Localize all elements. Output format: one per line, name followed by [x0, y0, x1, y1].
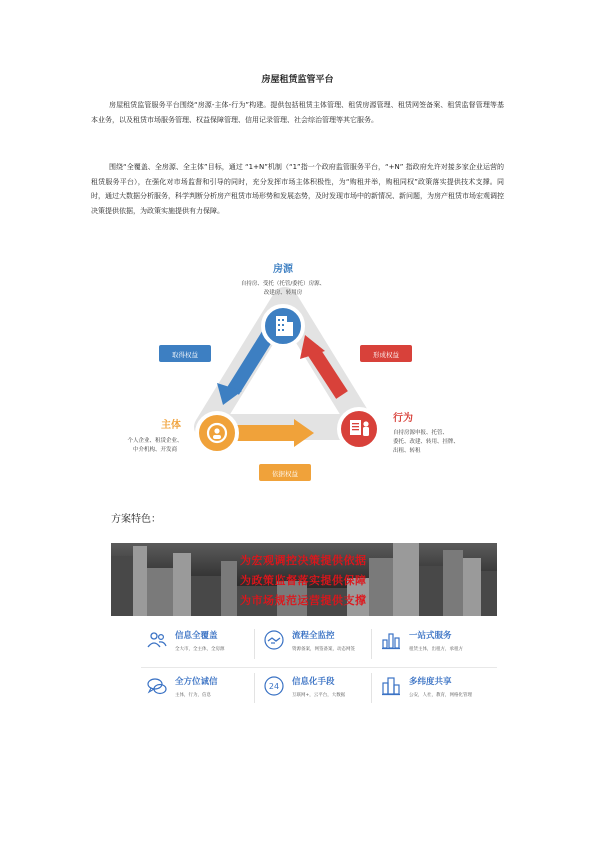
- label-left-title: 主体: [161, 420, 181, 431]
- feature-title: 流程全监控: [292, 631, 335, 641]
- banner-line-1: 为宏观调控决策提供依据: [240, 554, 367, 567]
- feature-sub: 互联网+，云平台，大数据: [292, 693, 346, 698]
- label-top-desc-2: 改建房、转用房: [263, 290, 303, 296]
- feature-coverage: [141, 623, 256, 663]
- tag-obtain-rights-text: 取得权益: [172, 351, 198, 359]
- label-left-desc-2: 中介机构、开发商: [132, 447, 178, 453]
- city-banner: [111, 543, 497, 616]
- chat-icon: [146, 675, 168, 697]
- feature-title: 全方位诚信: [175, 677, 218, 687]
- label-left-desc-1: 个人企业、租赁企业、: [127, 438, 183, 444]
- feature-title: 信息全覆盖: [175, 631, 218, 641]
- features-grid: [141, 623, 497, 709]
- page-title: 房屋租赁监管平台: [261, 75, 334, 85]
- section-heading: 方案特色：: [111, 514, 161, 525]
- tag-form-rights-text: 形成权益: [373, 351, 399, 359]
- people-icon: [146, 629, 168, 651]
- label-right-desc-1: 自持房源申报、托管、: [393, 430, 449, 436]
- feature-digital: [258, 669, 373, 709]
- detail-paragraph: 围绕“全覆盖、全房源、全主体”目标，通过 “1+N”机制（“1”指一个政府监管服务平台，“+N” 指政府允许对接多家企业运营的租赁服务平台），在强化对市场监督和引导的同时，充分发挥市场主体积极性，为“购租并举，购租同权”政策落实提供技术支撑。同时，通过大数据分析服务，科学判断分析房产租赁市场形势和发展态势，及时发现市场中的新情况、新问题，为房产租赁市场宏观调控决策提供依据，为政策实施提供有力保障。: [91, 163, 504, 215]
- rental-cycle-diagram: [100, 255, 495, 490]
- svg-text:24: 24: [268, 682, 280, 691]
- feature-sub: 公安，人社，教育，网格化管理: [409, 693, 472, 698]
- feature-one-stop: [375, 623, 490, 663]
- label-top-desc-1: 自持房、受托（托管/委托）房源、: [240, 281, 326, 287]
- city-icon: [380, 675, 402, 697]
- building-chart-icon: [380, 629, 402, 651]
- banner-line-3: 为市场规范运营提供支撑: [240, 594, 367, 607]
- feature-title: 一站式服务: [409, 631, 452, 641]
- feature-title: 多纬度共享: [409, 677, 452, 687]
- feature-sub: 主体，行为，信息: [175, 693, 211, 698]
- contract-person-icon: [350, 420, 369, 436]
- feature-credit: [141, 669, 256, 709]
- intro-paragraph: 房屋租赁监管服务平台围绕“房源-主体-行为”构建。提供包括租赁主体管理、租赁房源管理、租赁网签备案、租赁监督管理等基本业务，以及租赁市场服务管理、权益保障管理、信用记录管理、社会综治管理等其它服务。: [91, 101, 504, 124]
- banner-line-2: 为政策监督落实提供保障: [240, 574, 367, 587]
- clock-24-icon: [263, 675, 285, 697]
- feature-title: 信息化手段: [292, 677, 335, 687]
- label-right-desc-2: 委托、改建、转用、挂牌、: [393, 439, 460, 445]
- feature-sub: 资源备案，网签备案，动态网签: [292, 647, 355, 652]
- tag-basis-rights-text: 依据权益: [272, 470, 298, 478]
- feature-sub: 租赁主体，出租方，承租方: [409, 647, 463, 652]
- label-top-title: 房源: [273, 264, 293, 275]
- handshake-icon: [263, 629, 285, 651]
- feature-sharing: [375, 669, 490, 709]
- label-right-desc-3: 出租、转租: [393, 448, 421, 454]
- label-right-title: 行为: [393, 413, 413, 424]
- feature-monitoring: [258, 623, 373, 663]
- feature-sub: 全大市，全主体，全房源: [175, 647, 225, 652]
